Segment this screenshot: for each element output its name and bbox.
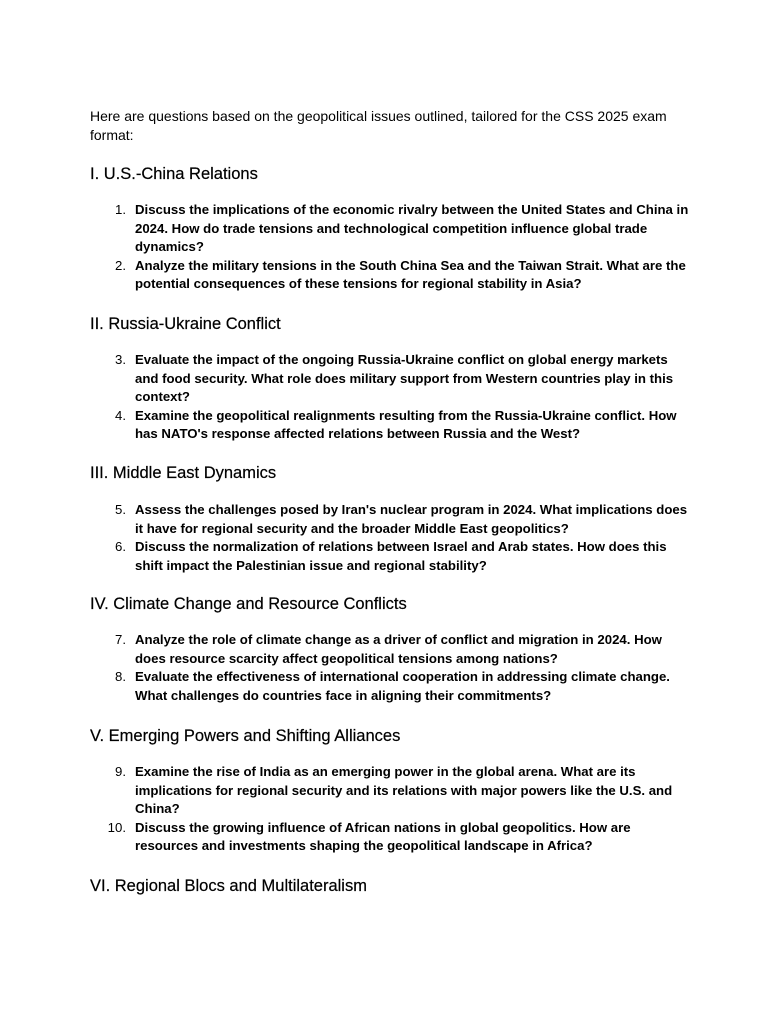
question-item (90, 407, 690, 444)
question-item (90, 538, 690, 575)
question-number: 7. (115, 632, 126, 647)
question-list (90, 631, 690, 705)
question-number: 6. (115, 539, 126, 554)
question-item (90, 631, 690, 668)
section-heading: V. Emerging Powers and Shifting Alliances (90, 727, 401, 745)
question-text: Assess the challenges posed by Iran's nuclear program in 2024. What implications does it have for regional security and the broader Middle East geopolitics? (135, 502, 688, 536)
section-us-china (90, 163, 690, 291)
question-number: 4. (115, 407, 126, 423)
question-list (90, 763, 690, 856)
question-list (90, 201, 690, 294)
question-text: Evaluate the impact of the ongoing Russia-Ukraine conflict on global energy markets and food security. What role does military support from Western countries play in this context? (135, 352, 674, 404)
section-regional-blocs (90, 875, 690, 897)
question-list (90, 501, 690, 575)
question-text: Evaluate the effectiveness of international cooperation in addressing climate change. What challenges do countries face in aligning their commitments? (135, 669, 670, 703)
question-number: 3. (115, 352, 126, 367)
question-number: 5. (115, 502, 126, 517)
question-item (90, 763, 690, 819)
question-number: 9. (115, 764, 126, 779)
question-item (90, 257, 690, 294)
section-heading: II. Russia-Ukraine Conflict (90, 315, 281, 333)
question-item (90, 668, 690, 705)
section-russia-ukraine (90, 313, 690, 441)
question-number: 2. (115, 257, 126, 273)
question-number: 8. (115, 669, 126, 684)
question-item (90, 501, 690, 538)
section-heading: III. Middle East Dynamics (90, 464, 277, 482)
question-text: Discuss the normalization of relations between Israel and Arab states. How does this shift impact the Palestinian issue and regional stability? (135, 539, 667, 573)
question-text: Examine the rise of India as an emerging power in the global arena. What are its implications for regional security and its relations with major powers like the U.S. and China? (135, 764, 673, 816)
section-climate (90, 593, 690, 703)
question-item (90, 201, 690, 257)
question-text: Analyze the role of climate change as a driver of conflict and migration in 2024. How does resource scarcity affect geopolitical tensions among nations? (135, 632, 662, 666)
question-item (90, 351, 690, 407)
question-item (90, 819, 690, 856)
question-text: Analyze the military tensions in the South China Sea and the Taiwan Strait. What are the potential consequences of these tensions for regional stability in Asia? (135, 257, 686, 291)
section-middle-east (90, 462, 690, 573)
question-text: Discuss the implications of the economic rivalry between the United States and China in 2024. How do trade tensions and technological competition influence global trade dynamics? (135, 202, 689, 254)
question-number: 1. (115, 202, 126, 217)
question-list (90, 351, 690, 444)
question-number: 10. (107, 819, 126, 835)
section-emerging-powers (90, 725, 690, 853)
section-heading: IV. Climate Change and Resource Conflicts (90, 595, 407, 613)
section-heading: VI. Regional Blocs and Multilateralism (90, 877, 367, 895)
intro-paragraph: Here are questions based on the geopolitical issues outlined, tailored for the CSS 2025 exam format: (90, 108, 667, 143)
section-heading: I. U.S.-China Relations (90, 165, 258, 183)
question-text: Examine the geopolitical realignments resulting from the Russia-Ukraine conflict. How has NATO's response affected relations between Russia and the West? (135, 407, 677, 441)
question-text: Discuss the growing influence of African nations in global geopolitics. How are resources and investments shaping the geopolitical landscape in Africa? (135, 819, 631, 853)
